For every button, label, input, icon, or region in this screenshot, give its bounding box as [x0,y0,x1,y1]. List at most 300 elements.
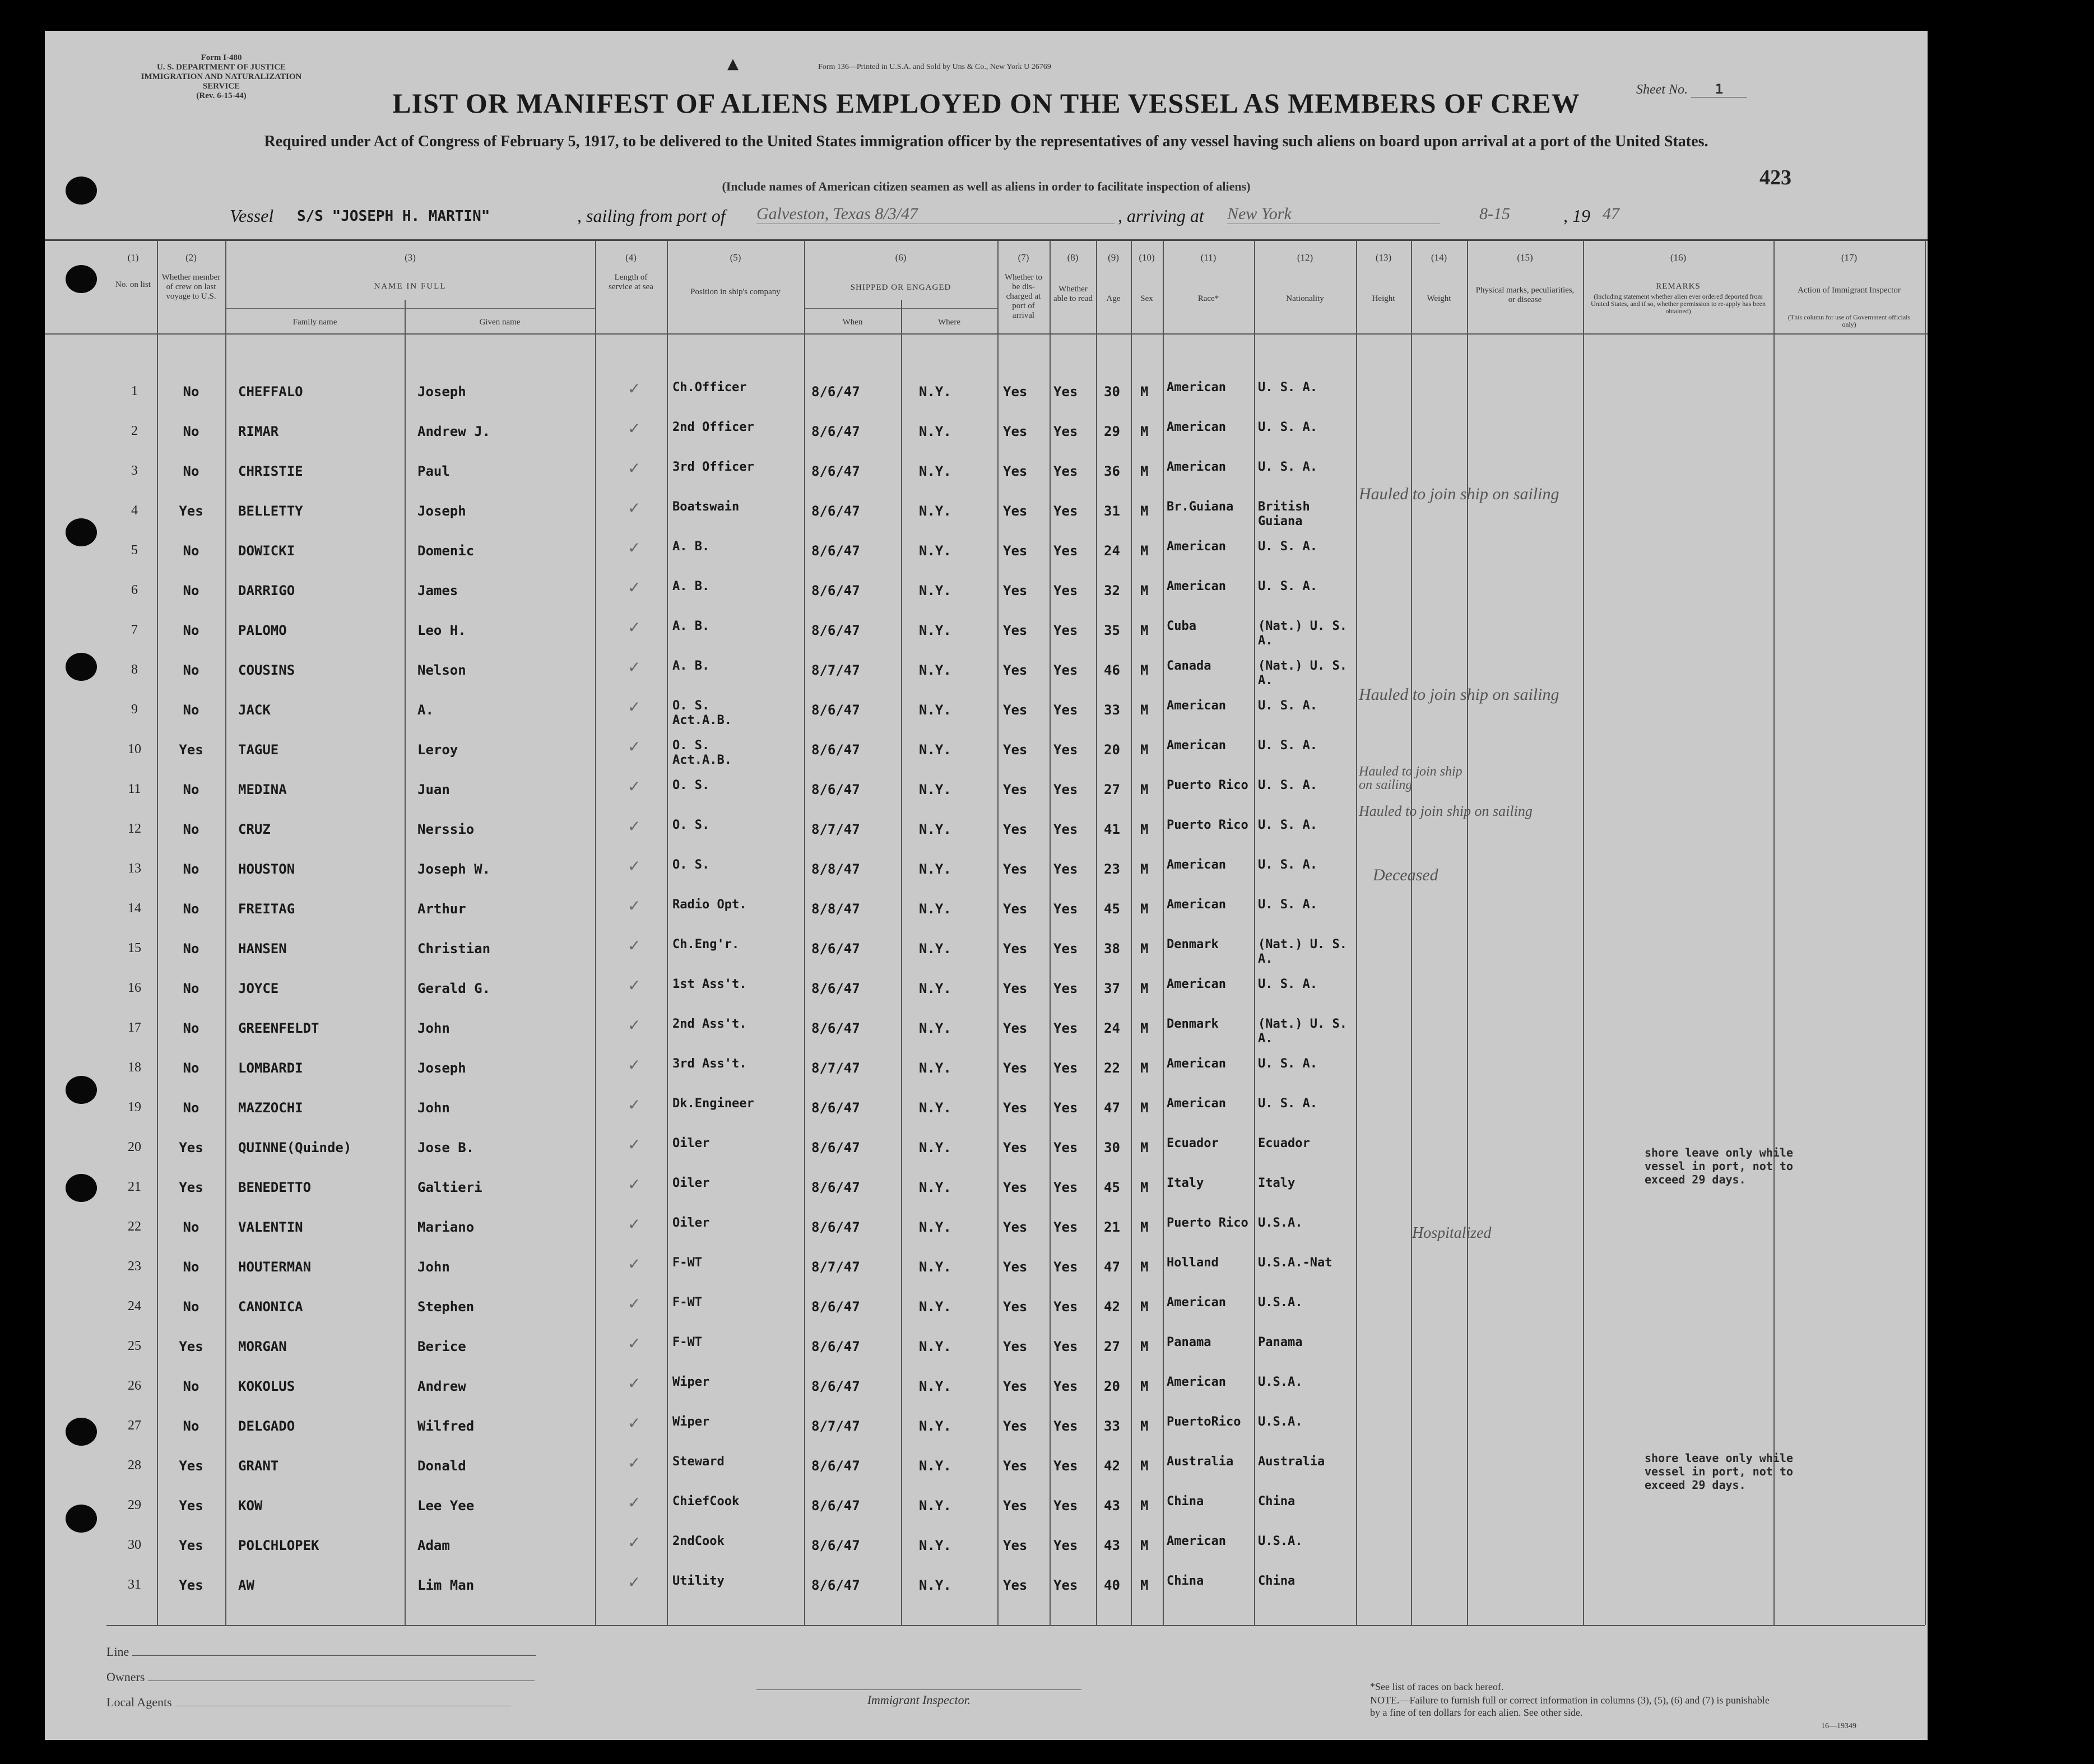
shipped-when: 8/6/47 [811,941,860,957]
vessel-name: S/S "JOSEPH H. MARTIN" [297,208,490,225]
given-name: Juan [417,782,450,797]
able-to-read: Yes [1053,981,1078,996]
able-to-read: Yes [1053,941,1078,957]
manifest-page [45,31,1928,1740]
row-number: 1 [131,384,138,398]
nationality: (Nat.) U. S. A. [1258,659,1347,688]
row-number: 13 [128,861,141,876]
position: Ch.Eng'r. [672,937,740,951]
to-be-discharged: Yes [1003,583,1028,598]
row-number: 21 [128,1180,141,1194]
table-row [45,1335,1928,1372]
able-to-read: Yes [1053,623,1078,638]
crew-last-voyage: No [183,981,199,996]
family-name: TAGUE [238,742,279,758]
sex: M [1140,1577,1149,1593]
able-to-read: Yes [1053,821,1078,837]
sex: M [1140,1100,1149,1116]
arrival-date: 8-15 [1479,205,1510,223]
col-num-9: (9) [1108,252,1119,263]
shipped-when: 8/6/47 [811,1140,860,1155]
shipped-when: 8/8/47 [811,861,860,877]
row-number: 6 [131,583,138,597]
crew-last-voyage: No [183,583,199,598]
given-name: Joseph W. [417,861,491,877]
able-to-read: Yes [1053,1299,1078,1315]
family-name: MEDINA [238,782,287,797]
col-num-3: (3) [405,252,416,263]
row-number: 19 [128,1100,141,1115]
crew-last-voyage: No [183,941,199,957]
sex: M [1140,1538,1149,1553]
race: Italy [1167,1176,1204,1190]
shipped-when: 8/8/47 [811,901,860,917]
nationality: U. S. A. [1258,858,1317,872]
row-number: 25 [128,1339,141,1353]
able-to-read: Yes [1053,1140,1078,1155]
shipped-when: 8/6/47 [811,1299,860,1315]
row-number: 17 [128,1020,141,1035]
shipped-when: 8/6/47 [811,503,860,519]
crew-last-voyage: No [183,782,199,797]
table-row [45,500,1928,537]
family-name: DELGADO [238,1418,295,1434]
col-num-15: (15) [1517,252,1533,263]
col-num-1: (1) [127,252,139,263]
crew-last-voyage: No [183,623,199,638]
nationality: U.S.A. [1258,1375,1303,1389]
row-number: 16 [128,981,141,995]
race: American [1167,977,1226,991]
table-row [45,1256,1928,1293]
header-bottom-border [45,333,1928,335]
age: 33 [1104,1418,1120,1434]
crew-last-voyage: No [183,384,199,400]
to-be-discharged: Yes [1003,1259,1028,1275]
service-check-mark: ✓ [628,858,641,875]
col-num-12: (12) [1297,252,1313,263]
shipped-where: N.Y. [919,1538,951,1553]
sex: M [1140,1219,1149,1235]
table-row [45,1574,1928,1611]
nationality: China [1258,1494,1296,1508]
row-number: 4 [131,503,138,518]
nationality: China [1258,1574,1296,1588]
col-num-7: (7) [1018,252,1029,263]
race: China [1167,1494,1204,1508]
header-remarks-sub: (Including statement whether alien ever ordered deported from United States, and if so, whether permission to re-apply has been obtained) [1591,293,1766,315]
family-name: AW [238,1577,254,1593]
age: 20 [1104,1378,1120,1394]
position: F-WT [672,1256,702,1270]
race: American [1167,1097,1226,1111]
inspector-signature-line [756,1689,1081,1690]
age: 43 [1104,1538,1120,1553]
shipped-where: N.Y. [919,1140,951,1155]
given-name: Jose B. [417,1140,475,1155]
position: 3rd Officer [672,460,754,474]
row-number: 14 [128,901,141,916]
header-shipped: SHIPPED OR ENGAGED [850,283,951,292]
table-row [45,937,1928,974]
service-check-mark: ✓ [628,460,641,477]
able-to-read: Yes [1053,1577,1078,1593]
service-check-mark: ✓ [628,977,641,995]
sex: M [1140,424,1149,439]
service-check-mark: ✓ [628,1097,641,1114]
service-check-mark: ✓ [628,579,641,597]
service-check-mark: ✓ [628,540,641,557]
to-be-discharged: Yes [1003,1339,1028,1354]
service-check-mark: ✓ [628,898,641,915]
given-name: Mariano [417,1219,475,1235]
able-to-read: Yes [1053,543,1078,559]
family-name: QUINNE(Quinde) [238,1140,352,1155]
given-name: Donald [417,1458,466,1474]
col-num-6: (6) [895,252,907,263]
remark-row-23: Hospitalized [1412,1224,1492,1242]
sex: M [1140,583,1149,598]
position: Radio Opt. [672,898,747,912]
able-to-read: Yes [1053,861,1078,877]
able-to-read: Yes [1053,1458,1078,1474]
header-weight: Weight [1427,294,1451,303]
to-be-discharged: Yes [1003,1219,1028,1235]
sex: M [1140,981,1149,996]
given-name: John [417,1259,450,1275]
shipped-when: 8/6/47 [811,583,860,598]
crew-last-voyage: Yes [179,1140,203,1155]
shipped-when: 8/6/47 [811,384,860,400]
shipped-where: N.Y. [919,1219,951,1235]
sailing-port: Galveston, Texas 8/3/47 [756,205,1115,224]
sex: M [1140,821,1149,837]
nationality: (Nat.) U. S. A. [1258,1017,1347,1046]
age: 33 [1104,702,1120,718]
shipped-where: N.Y. [919,503,951,519]
able-to-read: Yes [1053,1060,1078,1076]
to-be-discharged: Yes [1003,941,1028,957]
table-row [45,1494,1928,1531]
able-to-read: Yes [1053,1538,1078,1553]
service-check-mark: ✓ [628,1256,641,1273]
nationality: U. S. A. [1258,380,1317,394]
to-be-discharged: Yes [1003,1299,1028,1315]
position: O. S. [672,778,710,792]
remark-row-13: Deceased [1373,866,1438,884]
race: American [1167,579,1226,593]
shipped-when: 8/6/47 [811,981,860,996]
sex: M [1140,1020,1149,1036]
service-check-mark: ✓ [628,619,641,637]
crew-last-voyage: No [183,1060,199,1076]
row-number: 3 [131,463,138,478]
race: Denmark [1167,937,1219,951]
service-check-mark: ✓ [628,500,641,517]
instruction-note: (Include names of American citizen seamen as well as aliens in order to facilitate inspection of aliens) [722,179,1251,193]
given-name: Stephen [417,1299,475,1315]
race: American [1167,1534,1226,1548]
age: 35 [1104,623,1120,638]
table-row [45,699,1928,736]
age: 46 [1104,662,1120,678]
table-row [45,858,1928,895]
col-num-11: (11) [1200,252,1217,263]
able-to-read: Yes [1053,1339,1078,1354]
age: 36 [1104,463,1120,479]
sex: M [1140,782,1149,797]
service-check-mark: ✓ [628,937,641,955]
line-label: Line [106,1645,129,1659]
vessel-line [230,205,1827,229]
nationality: U. S. A. [1258,778,1317,792]
crew-last-voyage: Yes [179,503,203,519]
age: 20 [1104,742,1120,758]
age: 23 [1104,861,1120,877]
service: IMMIGRATION AND NATURALIZATION SERVICE [141,72,302,91]
vessel-label: Vessel [230,206,274,226]
race: Denmark [1167,1017,1219,1031]
service-check-mark: ✓ [628,659,641,676]
shipped-when: 8/7/47 [811,1418,860,1434]
position: A. B. [672,619,710,633]
position: Dk.Engineer [672,1097,754,1111]
given-name: Andrew J. [417,424,491,439]
nationality: U. S. A. [1258,460,1317,474]
col-num-10: (10) [1139,252,1155,263]
able-to-read: Yes [1053,1259,1078,1275]
sex: M [1140,623,1149,638]
service-check-mark: ✓ [628,1136,641,1154]
age: 47 [1104,1100,1120,1116]
sex: M [1140,861,1149,877]
given-name: Lim Man [417,1577,475,1593]
family-name: JACK [238,702,271,718]
nationality: U. S. A. [1258,898,1317,912]
position: 2ndCook [672,1534,725,1548]
shipped-when: 8/6/47 [811,1100,860,1116]
race: PuertoRico [1167,1415,1241,1429]
position: Ch.Officer [672,380,747,394]
crew-last-voyage: No [183,1378,199,1394]
to-be-discharged: Yes [1003,1498,1028,1514]
shipped-when: 8/6/47 [811,1577,860,1593]
to-be-discharged: Yes [1003,463,1028,479]
sex: M [1140,1180,1149,1195]
row-number: 7 [131,623,138,637]
position: Wiper [672,1415,710,1429]
table-row [45,1534,1928,1571]
family-name: CHRISTIE [238,463,303,479]
row-number: 27 [128,1418,141,1433]
nationality: U.S.A. [1258,1534,1303,1548]
position: O. S. [672,858,710,872]
to-be-discharged: Yes [1003,503,1028,519]
able-to-read: Yes [1053,782,1078,797]
to-be-discharged: Yes [1003,1100,1028,1116]
position: Utility [672,1574,725,1588]
sheet-value: 1 [1691,81,1747,98]
crew-last-voyage: Yes [179,1577,203,1593]
crew-last-voyage: Yes [179,1538,203,1553]
table-row [45,619,1928,656]
to-be-discharged: Yes [1003,1458,1028,1474]
revision: (Rev. 6-15-44) [196,91,247,100]
crew-last-voyage: No [183,1259,199,1275]
given-name: Galtieri [417,1180,482,1195]
footer-owners [106,1670,535,1684]
header-discharged: Whether to be dis-charged at port of arrival [1004,273,1043,320]
crew-last-voyage: No [183,861,199,877]
race: Puerto Rico [1167,1216,1248,1230]
position: Oiler [672,1216,710,1230]
shipped-when: 8/6/47 [811,1458,860,1474]
shipped-when: 8/6/47 [811,702,860,718]
race: American [1167,1296,1226,1310]
shipped-when: 8/6/47 [811,1339,860,1354]
crew-last-voyage: No [183,1299,199,1315]
sex: M [1140,543,1149,559]
table-row [45,659,1928,696]
family-name: BELLETTY [238,503,303,519]
race: American [1167,380,1226,394]
nationality: U.S.A. [1258,1415,1303,1429]
given-name: Nerssio [417,821,475,837]
service-check-mark: ✓ [628,818,641,835]
age: 21 [1104,1219,1120,1235]
arrival-port: New York [1227,205,1440,224]
race: Puerto Rico [1167,778,1248,792]
position: A. B. [672,540,710,554]
to-be-discharged: Yes [1003,1378,1028,1394]
row-number: 18 [128,1060,141,1075]
family-name: KOKOLUS [238,1378,295,1394]
shipped-where: N.Y. [919,623,951,638]
shipped-where: N.Y. [919,1100,951,1116]
shipped-when: 8/7/47 [811,1259,860,1275]
race: American [1167,739,1226,753]
sex: M [1140,1299,1149,1315]
to-be-discharged: Yes [1003,981,1028,996]
age: 22 [1104,1060,1120,1076]
race: Puerto Rico [1167,818,1248,832]
shipped-where: N.Y. [919,543,951,559]
nationality: U. S. A. [1258,540,1317,554]
position: F-WT [672,1335,702,1349]
nationality: U. S. A. [1258,579,1317,593]
given-name: Berice [417,1339,466,1354]
row-number: 31 [128,1577,141,1592]
service-check-mark: ✓ [628,1296,641,1313]
header-where: Where [938,318,960,327]
family-name: FREITAG [238,901,295,917]
to-be-discharged: Yes [1003,1020,1028,1036]
service-check-mark: ✓ [628,1375,641,1392]
shipped-where: N.Y. [919,861,951,877]
crew-last-voyage: No [183,463,199,479]
position: O. S. Act.A.B. [672,699,732,727]
able-to-read: Yes [1053,742,1078,758]
age: 27 [1104,1339,1120,1354]
service-check-mark: ✓ [628,778,641,796]
to-be-discharged: Yes [1003,861,1028,877]
table-bottom-border [106,1625,1925,1626]
crew-last-voyage: No [183,1020,199,1036]
sex: M [1140,1378,1149,1394]
family-name: BENEDETTO [238,1180,312,1195]
given-name: John [417,1100,450,1116]
nationality: Ecuador [1258,1136,1310,1150]
to-be-discharged: Yes [1003,623,1028,638]
given-name: Andrew [417,1378,466,1394]
row-number: 10 [128,742,141,756]
given-name: James [417,583,458,598]
table-row [45,1216,1928,1253]
family-name: VALENTIN [238,1219,303,1235]
shipped-when: 8/6/47 [811,1020,860,1036]
to-be-discharged: Yes [1003,901,1028,917]
shipped-where: N.Y. [919,702,951,718]
shipped-where: N.Y. [919,1180,951,1195]
header-length-service: Length of service at sea [609,273,653,291]
col-num-14: (14) [1431,252,1447,263]
shipped-when: 8/6/47 [811,543,860,559]
table-row [45,1415,1928,1452]
table-row [45,460,1928,497]
remark-row-4: Hauled to join ship on sailing [1359,485,1559,503]
sex: M [1140,1140,1149,1155]
age: 38 [1104,941,1120,957]
agents-label: Local Agents [106,1695,172,1709]
remark-row-11: Hauled to join ship on sailing [1359,764,1462,792]
nationality: U. S. A. [1258,699,1317,713]
row-number: 24 [128,1299,141,1313]
race: American [1167,420,1226,434]
races-note: *See list of races on back hereof. [1370,1681,1504,1692]
position: A. B. [672,659,710,673]
shipped-where: N.Y. [919,901,951,917]
position: Wiper [672,1375,710,1389]
family-name: COUSINS [238,662,295,678]
shipped-when: 8/6/47 [811,1498,860,1514]
header-action-sub: (This column for use of Government officials only) [1787,313,1911,328]
table-row [45,977,1928,1014]
crew-last-voyage: No [183,424,199,439]
shipped-where: N.Y. [919,1060,951,1076]
able-to-read: Yes [1053,1100,1078,1116]
to-be-discharged: Yes [1003,702,1028,718]
shipped-where: N.Y. [919,384,951,400]
family-name: GREENFELDT [238,1020,319,1036]
crew-last-voyage: No [183,821,199,837]
row-number: 23 [128,1259,141,1274]
position: Oiler [672,1176,710,1190]
table-row [45,818,1928,855]
department: U. S. DEPARTMENT OF JUSTICE [156,63,286,72]
bird-mark: ▲ [727,55,739,72]
given-name: Joseph [417,503,466,519]
crew-last-voyage: Yes [179,1339,203,1354]
shipped-when: 8/6/47 [811,1219,860,1235]
able-to-read: Yes [1053,702,1078,718]
shipped-when: 8/6/47 [811,463,860,479]
col-num-13: (13) [1375,252,1392,263]
shipped-when: 8/7/47 [811,1060,860,1076]
shipped-where: N.Y. [919,821,951,837]
age: 47 [1104,1259,1120,1275]
sex: M [1140,1498,1149,1514]
age: 32 [1104,583,1120,598]
